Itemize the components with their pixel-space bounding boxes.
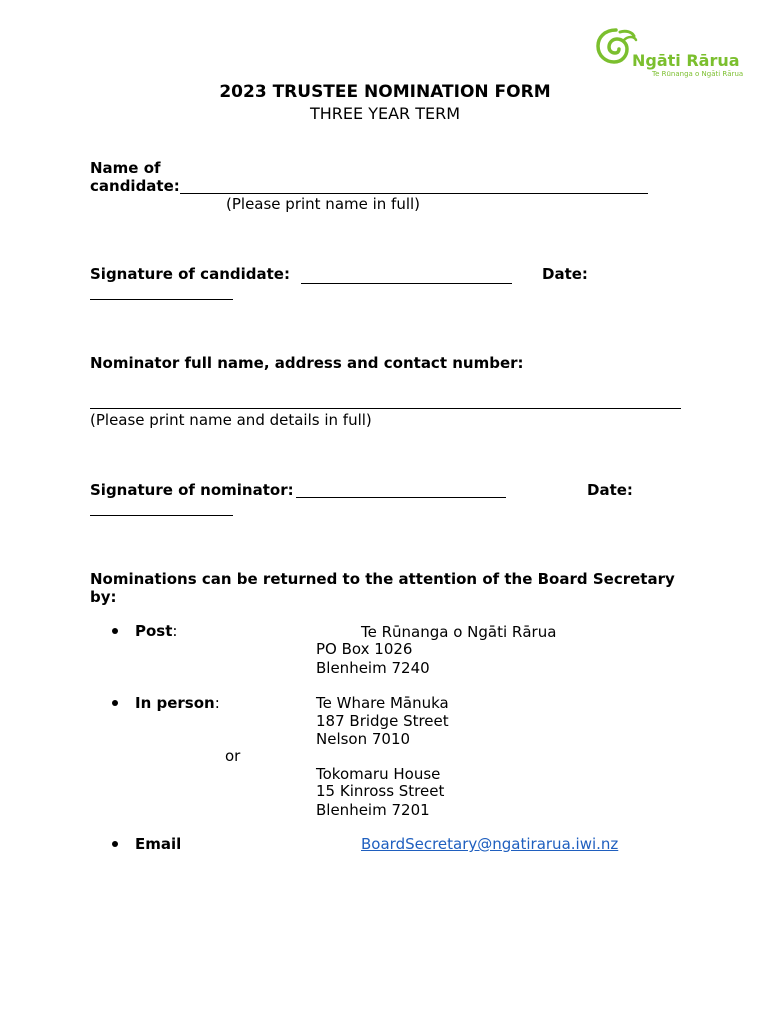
candidate-name-field[interactable]	[180, 193, 648, 194]
email-link[interactable]: BoardSecretary@ngatirarua.iwi.nz	[361, 835, 619, 853]
in-person-address2-line3: Blenheim 7201	[316, 801, 430, 819]
in-person-address2-line2: 15 Kinross Street	[316, 782, 445, 800]
nominator-date-label: Date:	[587, 481, 633, 499]
nominator-date-field[interactable]	[90, 515, 233, 516]
in-person-colon: :	[214, 694, 220, 712]
candidate-date-field[interactable]	[90, 299, 233, 300]
ngati-rarua-logo	[592, 24, 742, 84]
candidate-name-hint: (Please print name in full)	[226, 195, 421, 213]
candidate-date-label: Date:	[542, 265, 588, 283]
or-text: or	[225, 747, 241, 765]
in-person-address1-line2: 187 Bridge Street	[316, 712, 449, 730]
returns-heading-line2: by:	[90, 588, 117, 606]
bullet-in-person	[112, 700, 118, 706]
nominator-signature-label: Signature of nominator:	[90, 481, 294, 499]
candidate-signature-field[interactable]	[301, 283, 512, 284]
in-person-label-group	[135, 694, 220, 712]
in-person-address1-line3: Nelson 7010	[316, 730, 411, 748]
candidate-name-label-line2: candidate:	[90, 177, 180, 195]
in-person-address1-line1: Te Whare Mānuka	[316, 694, 449, 712]
nominator-details-hint: (Please print name and details in full)	[90, 411, 372, 429]
candidate-signature-label: Signature of candidate:	[90, 265, 290, 283]
post-address-line1: Te Rūnanga o Ngāti Rārua	[361, 623, 557, 641]
form-title: 2023 TRUSTEE NOMINATION FORM	[219, 82, 551, 102]
logo-brand-name: Ngāti Rārua	[632, 51, 740, 70]
in-person-label: In person	[135, 694, 215, 712]
bullet-post	[112, 628, 118, 634]
nominator-signature-field[interactable]	[296, 497, 506, 498]
candidate-name-label-line1: Name of	[90, 159, 161, 177]
post-label-group	[135, 622, 177, 640]
post-address-line2: PO Box 1026	[316, 640, 413, 658]
post-address-line3: Blenheim 7240	[316, 659, 430, 677]
post-label: Post	[135, 622, 173, 640]
form-subtitle: THREE YEAR TERM	[309, 104, 461, 123]
logo-tagline: Te Rūnanga o Ngāti Rārua	[652, 70, 744, 78]
nominator-details-label: Nominator full name, address and contact number:	[90, 354, 524, 372]
in-person-address2-line1: Tokomaru House	[316, 765, 441, 783]
email-label: Email	[135, 835, 182, 853]
returns-heading-line1: Nominations can be returned to the attention of the Board Secretary	[90, 570, 675, 588]
nominator-details-field[interactable]	[90, 408, 681, 409]
post-colon: :	[172, 622, 178, 640]
bullet-email	[112, 841, 118, 847]
